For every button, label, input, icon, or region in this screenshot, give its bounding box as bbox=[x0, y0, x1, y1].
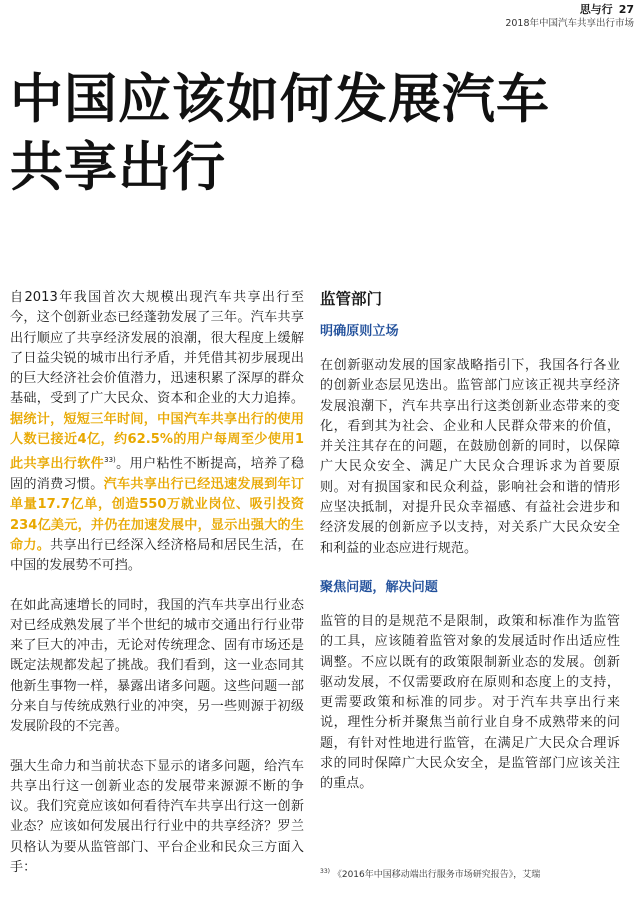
para1-text-b: 。用户粘性不断提高，培养了稳固的消费习惯。 bbox=[10, 456, 305, 493]
title-line-1: 中国应该如何发展汽车 bbox=[10, 69, 550, 130]
subheading-principles: 明确原则立场 bbox=[320, 324, 399, 339]
para1-text-c: 共享出行已经深入经济格局和居民生活，在中国的发展势不可挡。 bbox=[10, 537, 305, 574]
left-paragraph-2: 在如此高速增长的同时，我国的汽车共享出行业态对已经成熟发展了半个世纪的城市交通出行行业带来了巨大的冲击，无论对传统理念、固有市场还是既定法规都发起了挑战。我们看到，这一业态同其他新生事物一样，暴露出诸多问题。这些问题一部分来自与传统成熟行业的冲突，另一些则源于初级发展阶段的不完善。 bbox=[10, 597, 304, 735]
right-paragraph-1: 在创新驱动发展的国家战略指引下，我国各行各业的创新业态层见迭出。监管部门应该正视共享经济发展浪潮下，汽车共享出行这类创新业态带来的变化，看到其为社会、企业和人民群众带来的价值，并关注其存在的问题，在鼓励创新的同时，以保障广大民众安全、满足广大民众合理诉求为首要原则。对有损国家和民众利益，影响社会和谐的情形应坚决抵制，对提升民众幸福感、有益社会进步和经济发展的创新应予以支持，对关系广大民众安全和利益的业态应进行规范。 bbox=[320, 358, 620, 556]
footnote bbox=[320, 866, 540, 881]
footnote-ref: 33) bbox=[104, 456, 116, 465]
left-paragraph-1 bbox=[10, 288, 304, 577]
highlight-order-stats: 汽车共享出行已经迅速发展到年订单量17.7亿单，创造550万就业岗位、吸引投资234亿美元，并仍在加速发展中，显示出强大的生命力。 bbox=[10, 477, 305, 553]
page-number: 27 bbox=[618, 3, 634, 16]
report-title: 2018年中国汽车共享出行市场 bbox=[505, 18, 634, 29]
right-column bbox=[320, 288, 620, 814]
left-paragraph-3: 强大生命力和当前状态下显示的诸多问题，给汽车共享出行这一创新业态的发展带来源源不断的争议。我们究竟应该如何看待汽车共享出行这一创新业态？应该如何发展出行行业中的共享经济？罗兰贝格认为要从监管部门、平台企业和民众三方面入手： bbox=[10, 758, 304, 876]
page-title bbox=[10, 66, 550, 202]
subheading-problems: 聚焦问题，解决问题 bbox=[320, 579, 438, 595]
title-line-2: 共享出行 bbox=[10, 137, 226, 198]
section-name: 思与行 bbox=[579, 3, 613, 16]
footnote-text: 《2016年中国移动端出行服务市场研究报告》，艾瑞 bbox=[332, 870, 541, 880]
para1-text-a: 自2013年我国首次大规模出现汽车共享出行至今，这个创新业态已经蓬勃发展了三年。汽车共享出行顺应了共享经济发展的浪潮，很大程度上缓解了日益尖锐的城市出行矛盾，并凭借其初步展现出的巨大经济社会价值潜力，迅速积累了深厚的群众基础，受到了广大民众、资本和企业的大力追捧。 bbox=[10, 290, 304, 407]
footnote-number: 33) bbox=[320, 868, 330, 875]
header-top-row bbox=[505, 2, 634, 17]
section-heading: 监管部门 bbox=[320, 290, 383, 308]
highlight-user-stats: 据统计，短短三年时间，中国汽车共享出行的使用人数已接近4亿，约62.5%的用户每周至少使用1此共享出行软件 bbox=[10, 411, 304, 472]
right-paragraph-2: 监管的目的是规范不是限制，政策和标准作为监管的工具，应该随着监管对象的发展适时作出适应性调整。不应以既有的政策限制新业态的发展。创新驱动发展，不仅需要政府在原则和态度上的支持，更需要政策和标准的同步。对于汽车共享出行来说，理性分析并聚焦当前行业自身不成熟带来的问题，有针对性地进行监管，在满足广大民众合理诉求的同时保障广大民众安全，是监管部门应该关注的重点。 bbox=[320, 613, 620, 792]
left-column bbox=[10, 288, 304, 897]
page-header bbox=[505, 2, 634, 31]
